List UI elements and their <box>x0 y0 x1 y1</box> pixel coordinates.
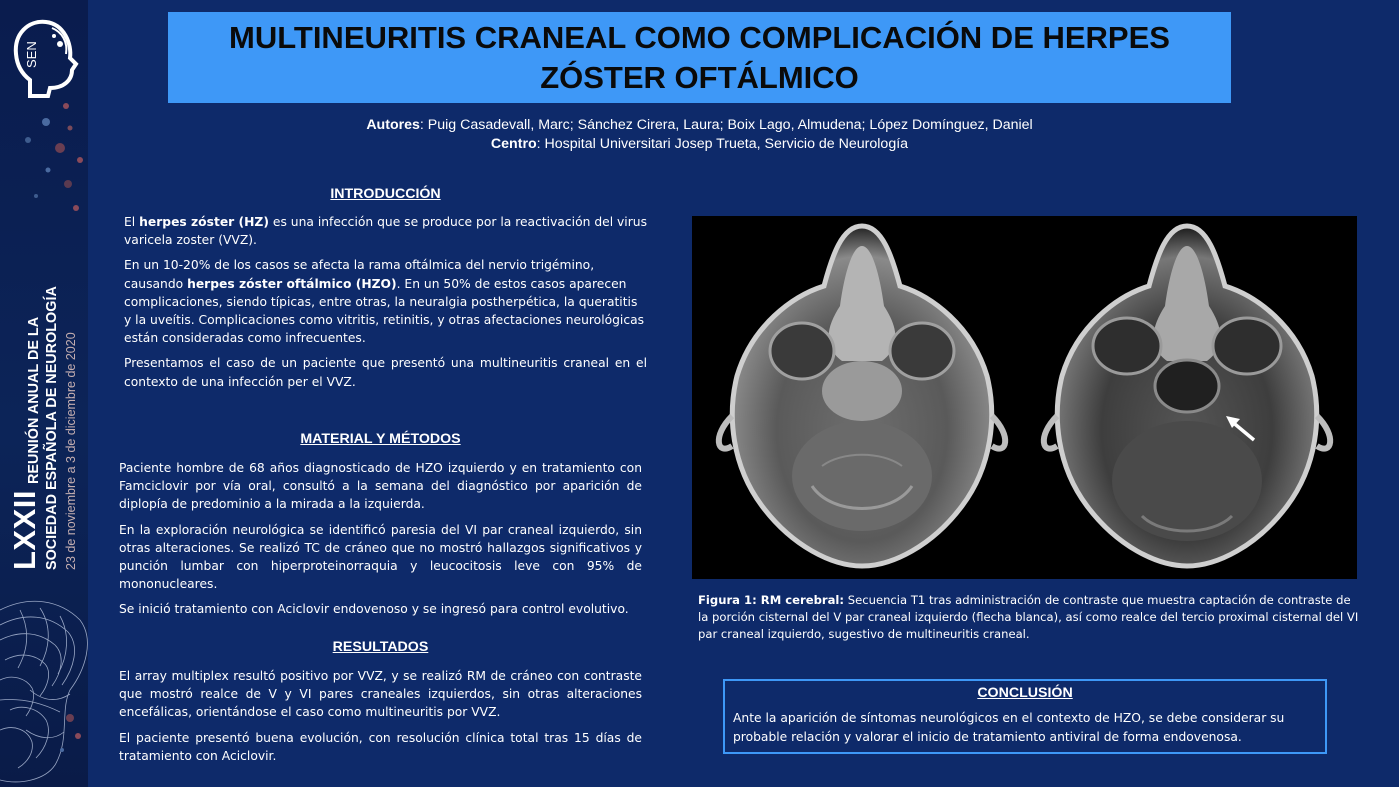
intro-heading: INTRODUCCIÓN <box>330 186 441 202</box>
meeting-title-line2: SOCIEDAD ESPAÑOLA DE NEUROLOGÍA <box>44 286 60 570</box>
authors-names: : Puig Casadevall, Marc; Sánchez Cirera, Laura; Boix Lago, Almudena; López Domínguez, Daniel <box>419 117 1033 133</box>
methods-heading: MATERIAL Y MÉTODOS <box>300 431 461 447</box>
mri-figure <box>692 216 1357 579</box>
sidebar-vertical-text <box>6 190 78 570</box>
center-line <box>168 135 1231 154</box>
methods-paragraph-2: En la exploración neurológica se identificó paresia del VI par craneal izquierdo, sin otras alteraciones. Se realizó TC de cráneo que no mostró hallazgos significativos y punción lumbar con hiperproteinorraquia y leucocitosis leve con 95% de mononucleares. <box>119 522 642 592</box>
results-paragraph-1: El array multiplex resultó positivo por VVZ, y se realizó RM de cráneo con contraste que mostró realce de V y VI pares craneales izquierdos, sin otras alteraciones encefálicas, orientándose el caso como multineuritis por VVZ. <box>119 669 642 720</box>
center-name: : Hospital Universitari Josep Trueta, Servicio de Neurología <box>536 136 909 152</box>
caption-label: Figura 1: RM cerebral: <box>698 593 845 607</box>
meeting-dates: 23 de noviembre a 3 de diciembre de 2020 <box>64 332 78 570</box>
mri-scan-right <box>1044 226 1330 566</box>
results-heading: RESULTADOS <box>332 639 429 655</box>
intro-paragraph-1: El herpes zóster (HZ) es una infección que se produce por la reactivación del virus varicela zoster (VVZ). <box>124 215 647 248</box>
mri-image <box>692 216 1357 579</box>
conclusion-box <box>723 679 1327 754</box>
sidebar-banner <box>0 0 88 787</box>
intro-paragraph-2: En un 10-20% de los casos se afecta la rama oftálmica del nervio trigémino, causando herpes zóster oftálmico (HZO). En un 50% de estos casos aparecen complicaciones, siendo típicas, entre otras, la neuralgia postherpética, la queratitis y la uveítis. Complicaciones como vitritis, retinitis, y otras afectaciones neurológicas están consideradas como infrecuentes. <box>124 258 645 346</box>
sen-logo <box>8 14 82 104</box>
title-banner <box>168 12 1231 103</box>
results-paragraph-2: El paciente presentó buena evolución, con resolución clínica total tras 15 días de tratamiento con Aciclovir. <box>119 730 642 763</box>
mri-scan-left <box>719 226 1005 566</box>
sen-logo-text: SEN <box>24 41 39 68</box>
authors-line <box>168 116 1231 135</box>
results-section <box>119 667 642 772</box>
conclusion-heading: CONCLUSIÓN <box>977 685 1073 701</box>
methods-paragraph-3: Se inició tratamiento con Aciclovir endovenoso y se ingresó para control evolutivo. <box>119 602 629 617</box>
caption-text: Secuencia T1 tras administración de contraste que muestra captación de contraste de la porción cisternal del V par craneal izquierdo (flecha blanca), así como realce del tercio proximal cisternal del VI par craneal izquierdo, sugestivo de multineuritis craneal. <box>698 593 1359 641</box>
poster-title: MULTINEURITIS CRANEAL COMO COMPLICACIÓN DE HERPES ZÓSTER OFTÁLMICO <box>229 19 1170 95</box>
center-label: Centro <box>490 136 537 152</box>
methods-paragraph-1: Paciente hombre de 68 años diagnosticado de HZO izquierdo y en tratamiento con Famciclovir por vía oral, consultó a la semana del diagnóstico por aparición de diplopía de predominio a la mirada a la izquierda. <box>119 461 642 512</box>
brain-illustration <box>0 590 88 787</box>
intro-paragraph-3: Presentamos el caso de un paciente que presentó una multineuritis craneal en el contexto de una infección per el VVZ. <box>124 356 647 389</box>
figure-caption <box>698 592 1362 643</box>
authors-label: Autores <box>366 117 420 133</box>
methods-section <box>119 459 642 626</box>
edition-number: LXXII <box>7 489 42 570</box>
intro-section <box>124 213 647 398</box>
conclusion-text: Ante la aparición de síntomas neurológicos en el contexto de HZO, se debe considerar su probable relación y valorar el inicio de tratamiento antiviral de forma endovenosa. <box>733 711 1285 744</box>
meeting-title-line1: REUNIÓN ANUAL DE LA <box>26 316 42 484</box>
authors-block <box>168 116 1231 154</box>
